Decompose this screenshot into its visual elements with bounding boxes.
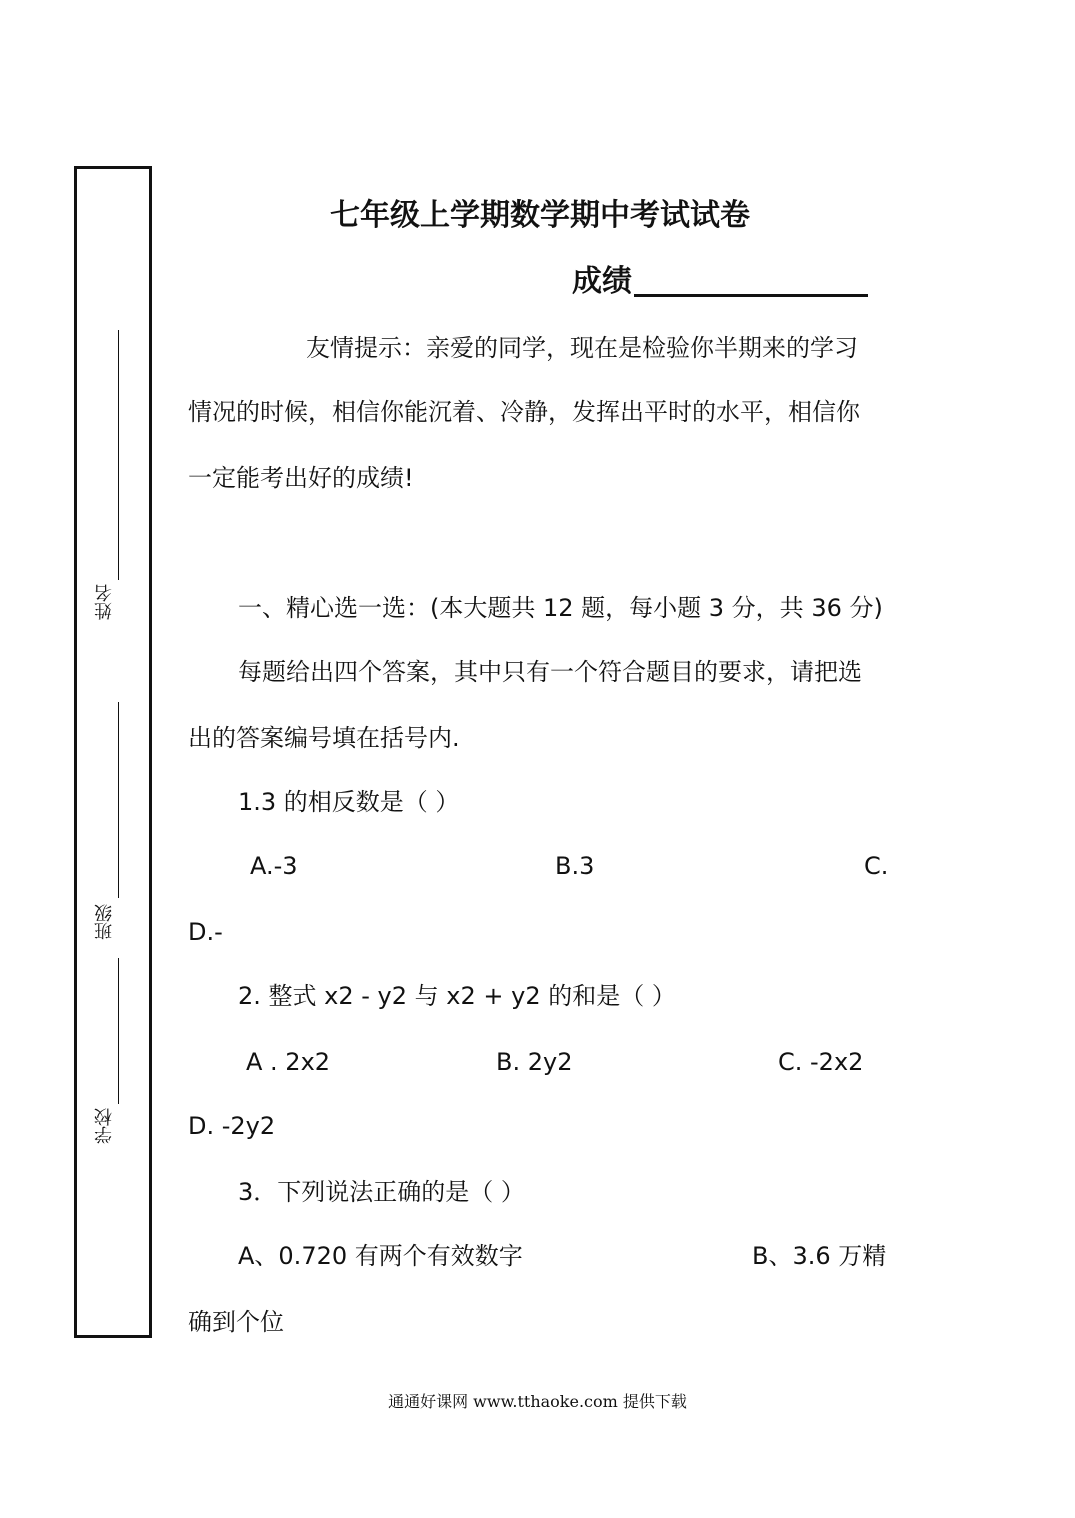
question-2-stem: 2. 整式 x2 - y2 与 x2 + y2 的和是（ ） — [238, 982, 676, 1010]
question-2-option-b: B. 2y2 — [496, 1048, 573, 1076]
question-2-option-c: C. -2x2 — [778, 1048, 864, 1076]
question-1-option-c: C. — [864, 852, 889, 880]
question-3-option-a: A、0.720 有两个有效数字 — [238, 1242, 523, 1270]
question-2-option-d: D. -2y2 — [188, 1112, 276, 1140]
school-label: 学校 — [94, 1108, 115, 1144]
question-1-stem: 1.3 的相反数是（ ） — [238, 788, 460, 816]
footer-download-note: 通通好课网 www.tthaoke.com 提供下载 — [388, 1392, 687, 1411]
class-label: 班级 — [94, 904, 115, 940]
score-field — [572, 262, 868, 302]
school-field-line[interactable] — [118, 958, 119, 1104]
binding-frame — [74, 166, 152, 1338]
section-heading: 一、精心选一选：(本大题共 12 题，每小题 3 分，共 36 分) — [238, 594, 883, 622]
exam-title: 七年级上学期数学期中考试试卷 — [330, 198, 750, 233]
name-field-line[interactable] — [118, 330, 119, 580]
score-blank[interactable] — [634, 262, 868, 297]
question-1-option-a: A.-3 — [250, 852, 298, 880]
class-field-line[interactable] — [118, 702, 119, 898]
name-label: 姓名 — [94, 584, 115, 620]
score-label: 成绩 — [572, 264, 632, 299]
question-1-option-b: B.3 — [555, 852, 595, 880]
question-2-option-a: A . 2x2 — [246, 1048, 331, 1076]
section-instruction-1: 每题给出四个答案，其中只有一个符合题目的要求，请把选 — [238, 658, 862, 686]
tip-line-3: 一定能考出好的成绩! — [188, 464, 414, 492]
question-1-option-d: D.- — [188, 918, 223, 946]
question-3-stem: 3．下列说法正确的是（ ） — [238, 1178, 525, 1206]
tip-line-1: 友情提示：亲爱的同学，现在是检验你半期来的学习 — [306, 334, 858, 362]
section-instruction-2: 出的答案编号填在括号内. — [188, 724, 460, 752]
tip-line-2: 情况的时候，相信你能沉着、冷静，发挥出平时的水平，相信你 — [188, 398, 860, 426]
question-3-option-b-continued: 确到个位 — [188, 1308, 284, 1336]
question-3-option-b: B、3.6 万精 — [752, 1242, 887, 1270]
